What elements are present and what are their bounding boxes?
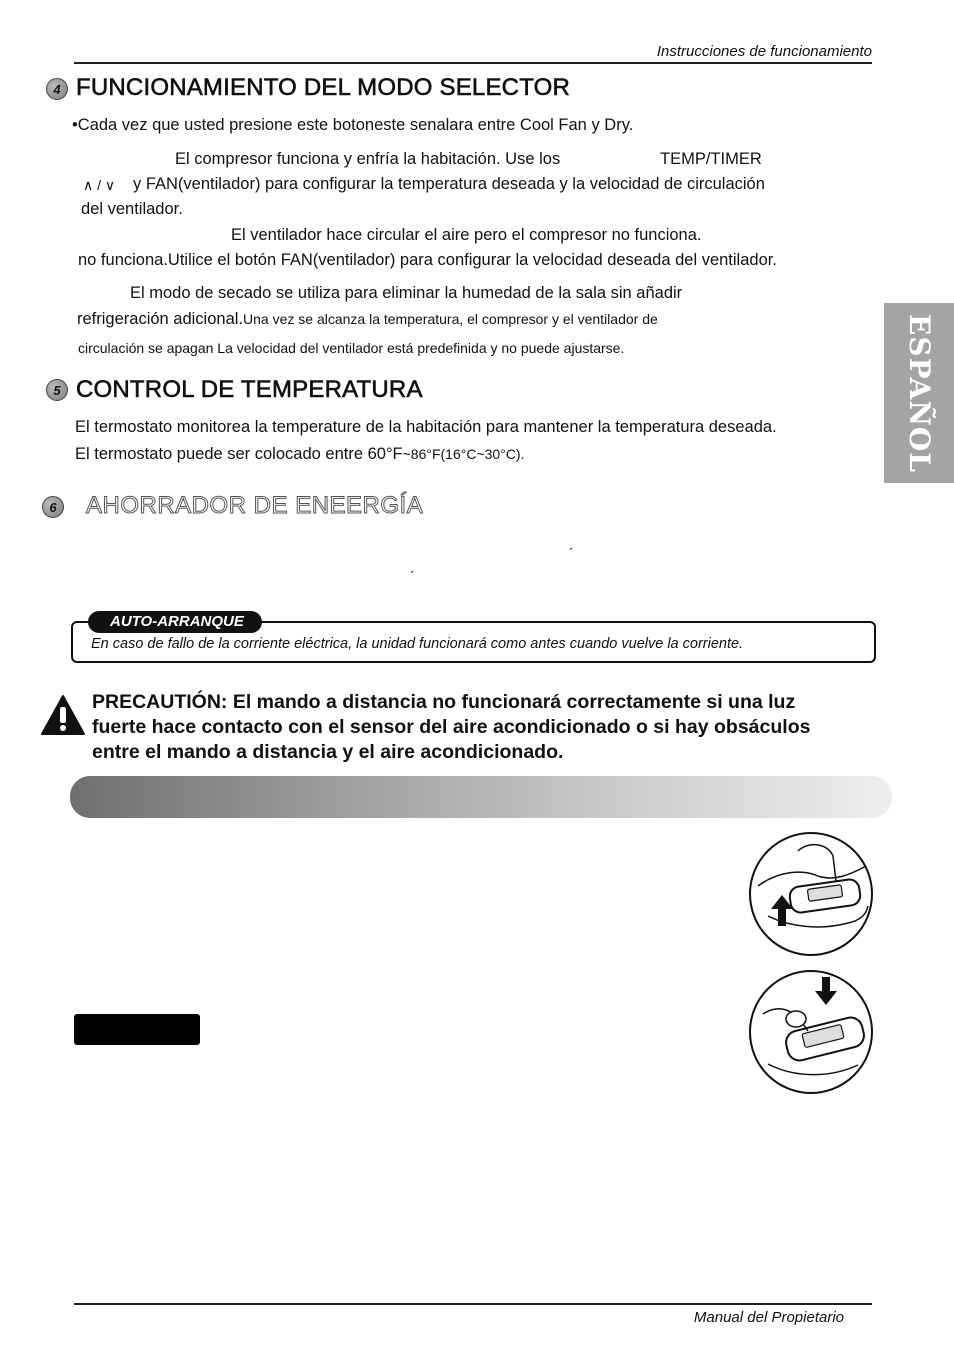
accent-mark-1: ´ xyxy=(569,545,574,561)
dry-mode-text-2 xyxy=(77,310,658,329)
mode-intro-text: •Cada vez que usted presione este botoneste senalara entre Cool Fan y Dry. xyxy=(72,116,634,134)
thermostat-range-start: El termostato puede ser colocado entre 60°F xyxy=(75,445,403,463)
dry-mode-text-2a: refrigeración adicional. xyxy=(77,310,244,328)
up-down-arrows-text: ∧ / ∨ xyxy=(83,177,116,193)
temp-timer-button-text: TEMP/TIMER xyxy=(660,150,762,168)
section-6-title: AHORRADOR DE ENEERGÍA xyxy=(86,492,424,519)
cool-mode-text-2: y FAN(ventilador) para configurar la temperatura deseada y la velocidad de circulación xyxy=(133,175,765,193)
dry-mode-text-3: circulación se apagan La velocidad del ventilador está predefinida y no puede ajustarse. xyxy=(78,340,625,356)
section-4-number-icon: 4 xyxy=(46,78,68,100)
dry-mode-text-1: El modo de secado se utiliza para eliminar la humedad de la sala sin añadir xyxy=(130,284,683,302)
section-4-title: FUNCIONAMIENTO DEL MODO SELECTOR xyxy=(76,74,571,101)
fan-mode-text-1: El ventilador hace circular el aire pero el compresor no funciona. xyxy=(231,226,702,244)
header-rule xyxy=(74,62,872,64)
warning-icon xyxy=(40,694,86,736)
cool-mode-text-1: El compresor funciona y enfría la habitación. Use los xyxy=(175,150,561,168)
language-tab-label: ESPAÑOL xyxy=(902,313,936,473)
note-label xyxy=(74,1014,200,1045)
auto-restart-label: AUTO-ARRANQUE xyxy=(88,611,262,633)
cool-mode-text-3: del ventilador. xyxy=(81,200,183,218)
language-tab xyxy=(884,303,954,483)
thermostat-text-1: El termostato monitorea la temperature de la habitación para mantener la temperatura deseada. xyxy=(75,418,777,436)
caution-text: PRECAUTIÓN: El mando a distancia no funcionará correctamente si una luz fuerte hace contacto con el sensor del aire acondicionado o si hay obsáculos entre el mando a distancia y el aire acondicionado. xyxy=(92,691,811,763)
section-header-bar xyxy=(70,776,892,818)
section-5-number-icon: 5 xyxy=(46,379,68,401)
section-6-number-icon: 6 xyxy=(42,496,64,518)
section-5-title: CONTROL DE TEMPERATURA xyxy=(76,376,423,403)
remote-insert-battery-illustration xyxy=(748,969,874,1095)
thermostat-range-end: ~86°F(16°C~30°C) xyxy=(402,446,521,462)
accent-mark-2: ´ xyxy=(410,568,415,584)
thermostat-text-2 xyxy=(75,445,524,464)
remote-open-cover-illustration xyxy=(748,831,874,957)
auto-restart-text: En caso de fallo de la corriente eléctrica, la unidad funcionará como antes cuando vuelve la corriente. xyxy=(91,636,744,652)
thermostat-range-period: . xyxy=(520,446,525,462)
fan-mode-text-2: no funciona.Utilice el botón FAN(ventilador) para configurar la velocidad deseada del ventilador. xyxy=(78,251,777,269)
dry-mode-text-2b: Una vez se alcanza la temperatura, el compresor y el ventilador de xyxy=(243,311,658,327)
page-header-title: Instrucciones de funcionamiento xyxy=(656,43,872,60)
page-footer-title: Manual del Propietario xyxy=(693,1309,844,1326)
footer-rule xyxy=(74,1303,872,1305)
